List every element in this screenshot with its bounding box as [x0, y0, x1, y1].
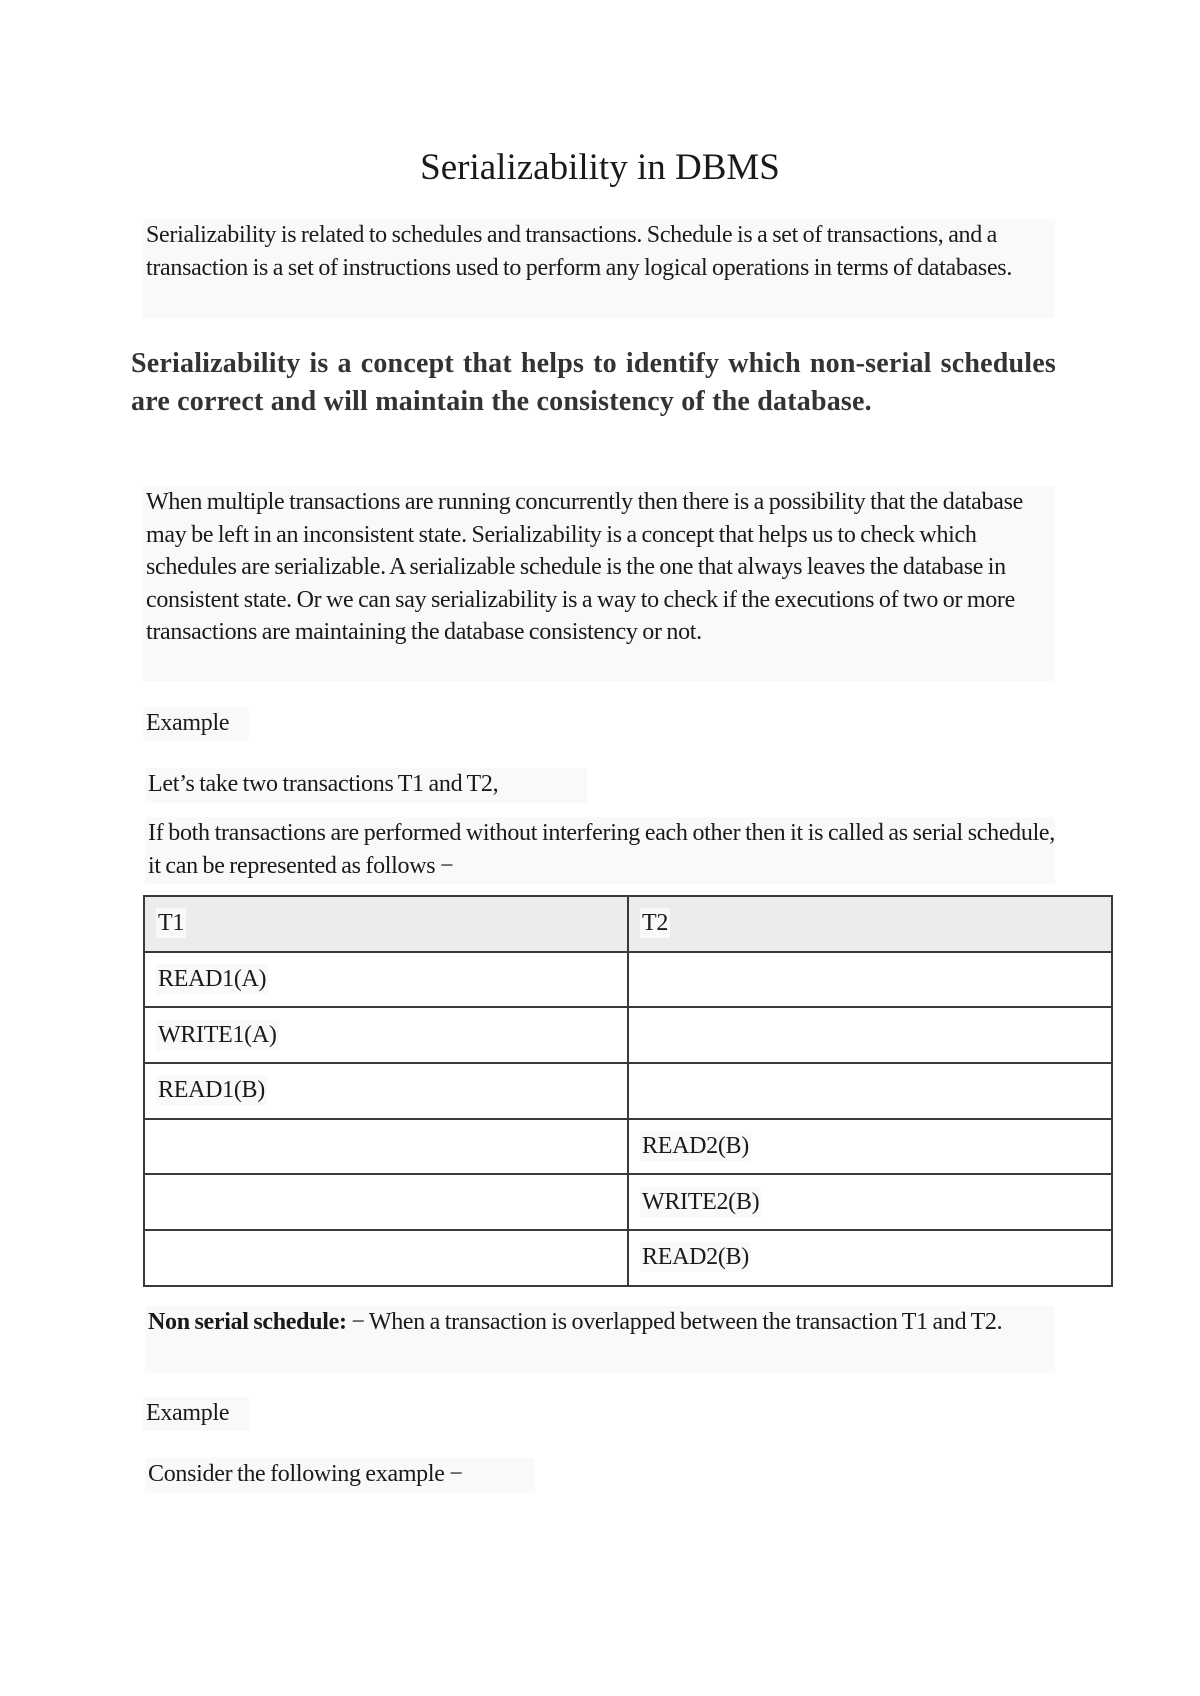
table-row	[144, 1230, 1112, 1286]
concurrency-paragraph: When multiple transactions are running concurrently then there is a possibility that the database may be left in an inconsistent state. Serializability is a concept that helps us to check which schedules are serializable. A serializable schedule is the one that always leaves the database in consistent state. Or we can say serializability is a way to check if the executions of two or more transactions are maintaining the database consistency or not.	[143, 486, 1055, 681]
table-header-t2: T2	[628, 896, 1112, 952]
transactions-intro: Let’s take two transactions T1 and T2,	[145, 768, 587, 803]
serial-schedule-table	[143, 895, 1113, 1287]
example-heading-2: Example	[143, 1397, 249, 1431]
consider-example-text: Consider the following example −	[145, 1458, 535, 1493]
table-cell-t2	[628, 1007, 1112, 1063]
table-cell-t2	[628, 952, 1112, 1008]
non-serial-schedule-paragraph	[145, 1306, 1055, 1373]
non-serial-label: Non serial schedule:	[148, 1309, 347, 1335]
serializability-callout: Serializability is a concept that helps to identify which non-serial schedules are correct and will maintain the consistency of the database.	[131, 348, 1056, 417]
table-cell-t1: WRITE1(A)	[144, 1007, 628, 1063]
non-serial-text: − When a transaction is overlapped between the transaction T1 and T2.	[346, 1309, 1003, 1335]
table-cell-t1	[144, 1119, 628, 1175]
table-header-row	[144, 896, 1112, 952]
serial-schedule-description: If both transactions are performed without interfering each other then it is called as serial schedule, it can be represented as follows −	[145, 817, 1055, 884]
table-cell-t1	[144, 1174, 628, 1230]
intro-paragraph: Serializability is related to schedules and transactions. Schedule is a set of transactions, and a transaction is a set of instructions used to perform any logical operations in terms of databases.	[143, 219, 1055, 318]
table-cell-t2: WRITE2(B)	[628, 1174, 1112, 1230]
table-header-t1: T1	[144, 896, 628, 952]
page-title: Serializability in DBMS	[420, 147, 780, 188]
table-cell-t2	[628, 1063, 1112, 1119]
table-row	[144, 1063, 1112, 1119]
table-cell-t1: READ1(A)	[144, 952, 628, 1008]
table-row	[144, 1174, 1112, 1230]
table-cell-t1	[144, 1230, 628, 1286]
table-row	[144, 1119, 1112, 1175]
table-row	[144, 952, 1112, 1008]
table-cell-t2: READ2(B)	[628, 1230, 1112, 1286]
table-row	[144, 1007, 1112, 1063]
table-cell-t2: READ2(B)	[628, 1119, 1112, 1175]
table-cell-t1: READ1(B)	[144, 1063, 628, 1119]
example-heading-1: Example	[143, 707, 249, 741]
